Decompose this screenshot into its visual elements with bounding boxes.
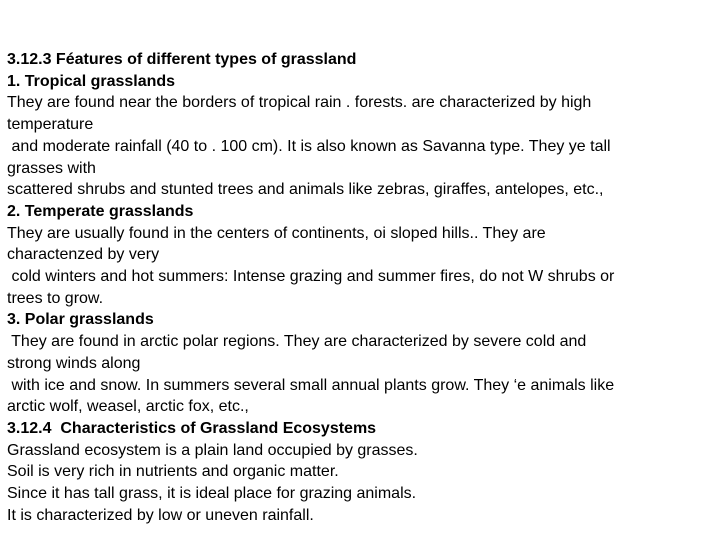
characteristics-line: Since it has tall grass, it is ideal place for grazing animals. xyxy=(7,485,417,503)
polar-line: arctic wolf, weasel, arctic fox, etc., xyxy=(7,398,249,416)
polar-line: strong winds along xyxy=(7,354,141,372)
document-page xyxy=(7,49,715,526)
characteristics-line: It is characterized by low or uneven rainfall. xyxy=(7,506,314,524)
tropical-line: grasses with xyxy=(7,159,96,177)
characteristics-heading: 3.12.4 Characteristics of Grassland Ecosystems xyxy=(7,419,377,437)
polar-line: with ice and snow. In summers several small annual plants grow. They ‘e animals like xyxy=(7,376,615,394)
section-heading: 3.12.3 Féatures of different types of grassland xyxy=(7,51,357,68)
tropical-line: temperature xyxy=(7,116,94,134)
temperate-line: They are usually found in the centers of continents, oi sloped hills.. They are xyxy=(7,224,546,242)
characteristics-line: Soil is very rich in nutrients and organic matter. xyxy=(7,463,339,481)
temperate-line: charactenzed by very xyxy=(7,246,160,264)
tropical-line: and moderate rainfall (40 to . 100 cm). It is also known as Savanna type. They ye tall xyxy=(7,137,611,155)
characteristics-line: Grassland ecosystem is a plain land occupied by grasses. xyxy=(7,441,418,459)
temperate-line: trees to grow. xyxy=(7,289,104,307)
temperate-line: cold winters and hot summers: Intense grazing and summer fires, do not W shrubs or xyxy=(7,268,615,286)
polar-line: They are found in arctic polar regions. They are characterized by severe cold and xyxy=(7,333,587,351)
tropical-heading: 1. Tropical grasslands xyxy=(7,72,176,90)
polar-heading: 3. Polar grasslands xyxy=(7,311,154,329)
tropical-line: They are found near the borders of tropical rain . forests. are characterized by high xyxy=(7,94,592,112)
tropical-line: scattered shrubs and stunted trees and animals like zebras, giraffes, antelopes, etc., xyxy=(7,181,604,199)
temperate-heading: 2. Temperate grasslands xyxy=(7,202,194,220)
